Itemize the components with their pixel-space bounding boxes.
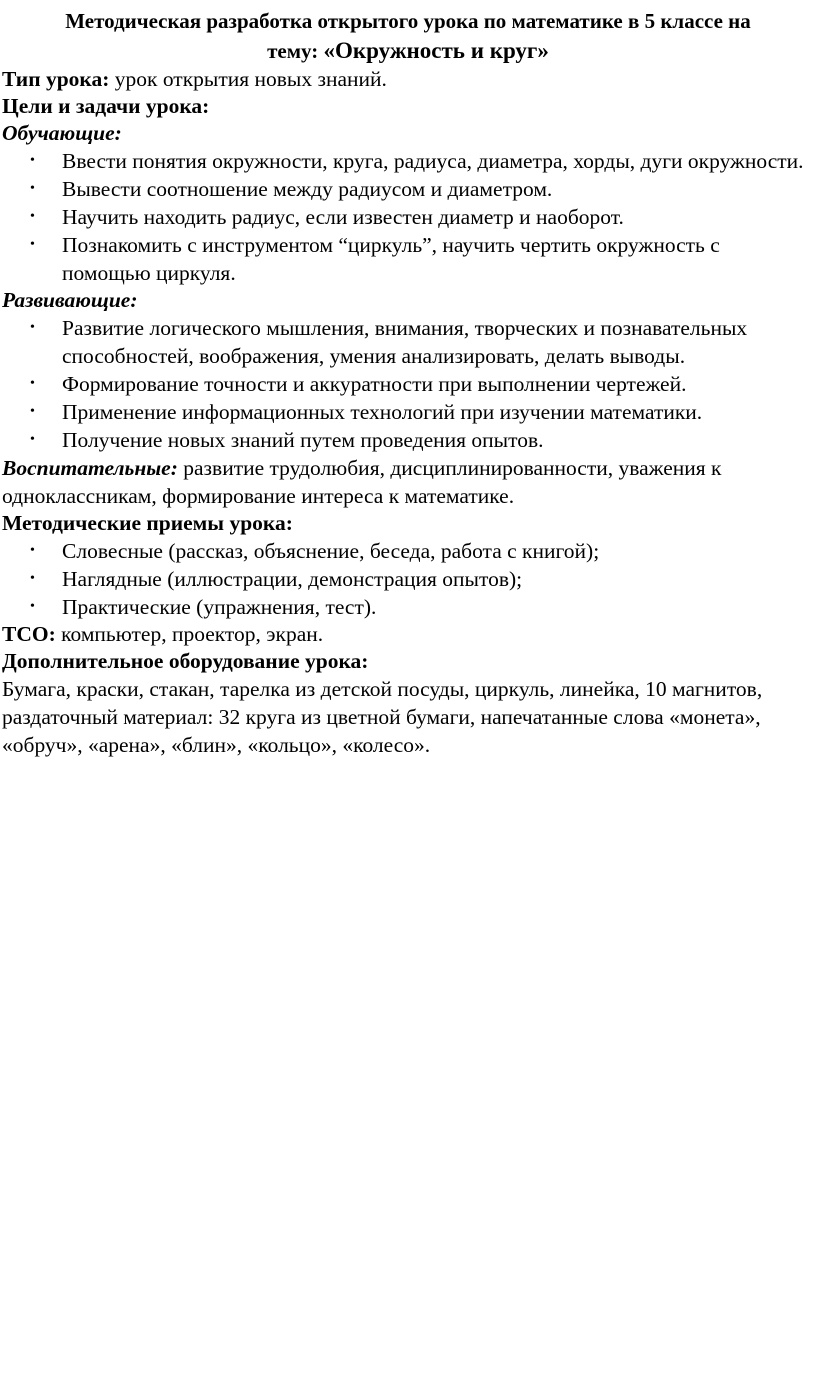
bullet-icon: • (30, 571, 35, 586)
equipment-heading: Дополнительное оборудование урока: (2, 649, 369, 673)
educational-text: развитие трудолюбия, дисциплинированности, уважения к одноклассникам, формирование интереса к математике. (2, 456, 722, 508)
equipment-text: Бумага, краски, стакан, тарелка из детской посуды, циркуль, линейка, 10 магнитов, раздаточный материал: 32 круга из цветной бумаги, напечатанные слова «монета», «обруч», «арена», «блин», «кольцо», «колесо». (2, 677, 763, 757)
list-item (0, 231, 816, 287)
list-item (0, 565, 816, 593)
tso-line (0, 621, 816, 648)
list-item (0, 370, 816, 398)
list-item-text: Вывести соотношение между радиусом и диаметром. (62, 177, 553, 201)
list-item (0, 314, 816, 370)
teaching-list (0, 147, 816, 287)
list-item-text: Получение новых знаний путем проведения опытов. (62, 428, 544, 452)
title-prefix: тему: (267, 39, 324, 63)
bullet-icon: • (30, 543, 35, 558)
list-item (0, 203, 816, 231)
tso-label: ТСО: (2, 622, 56, 646)
title-line-2 (2, 36, 814, 66)
document-title (0, 6, 816, 66)
developing-list (0, 314, 816, 454)
bullet-icon: • (30, 181, 35, 196)
bullet-icon: • (30, 376, 35, 391)
list-item-text: Наглядные (иллюстрации, демонстрация опытов); (62, 567, 523, 591)
goals-heading: Цели и задачи урока: (2, 94, 210, 118)
bullet-icon: • (30, 209, 35, 224)
educational-paragraph (0, 454, 816, 510)
lesson-type-label: Тип урока: (2, 67, 110, 91)
lesson-type-value: урок открытия новых знаний. (109, 67, 387, 91)
list-item-text: Развитие логического мышления, внимания, творческих и познавательных способностей, воображения, умения анализировать, делать выводы. (62, 316, 748, 368)
list-item-text: Ввести понятия окружности, круга, радиуса, диаметра, хорды, дуги окружности. (62, 149, 804, 173)
educational-label: Воспитательные: (2, 456, 178, 480)
list-item-text: Словесные (рассказ, объяснение, беседа, работа с книгой); (62, 539, 600, 563)
lesson-type (0, 66, 816, 93)
list-item (0, 147, 816, 175)
list-item-text: Практические (упражнения, тест). (62, 595, 377, 619)
title-topic: «Окружность и круг» (323, 38, 549, 63)
list-item (0, 426, 816, 454)
methods-heading: Методические приемы урока: (2, 511, 293, 535)
list-item (0, 537, 816, 565)
developing-label: Развивающие: (2, 288, 138, 312)
list-item (0, 593, 816, 621)
bullet-icon: • (30, 432, 35, 447)
list-item-text: Формирование точности и аккуратности при выполнении чертежей. (62, 372, 687, 396)
bullet-icon: • (30, 599, 35, 614)
list-item (0, 175, 816, 203)
list-item-text: Научить находить радиус, если известен диаметр и наоборот. (62, 205, 624, 229)
bullet-icon: • (30, 404, 35, 419)
bullet-icon: • (30, 237, 35, 252)
list-item-text: Применение информационных технологий при изучении математики. (62, 400, 703, 424)
methods-list (0, 537, 816, 621)
bullet-icon: • (30, 153, 35, 168)
teaching-label: Обучающие: (2, 121, 122, 145)
list-item-text: Познакомить с инструментом “циркуль”, научить чертить окружность с помощью циркуля. (62, 233, 720, 285)
tso-value: компьютер, проектор, экран. (55, 622, 324, 646)
list-item (0, 398, 816, 426)
bullet-icon: • (30, 320, 35, 335)
title-line-1: Методическая разработка открытого урока по математике в 5 классе на (65, 9, 751, 33)
